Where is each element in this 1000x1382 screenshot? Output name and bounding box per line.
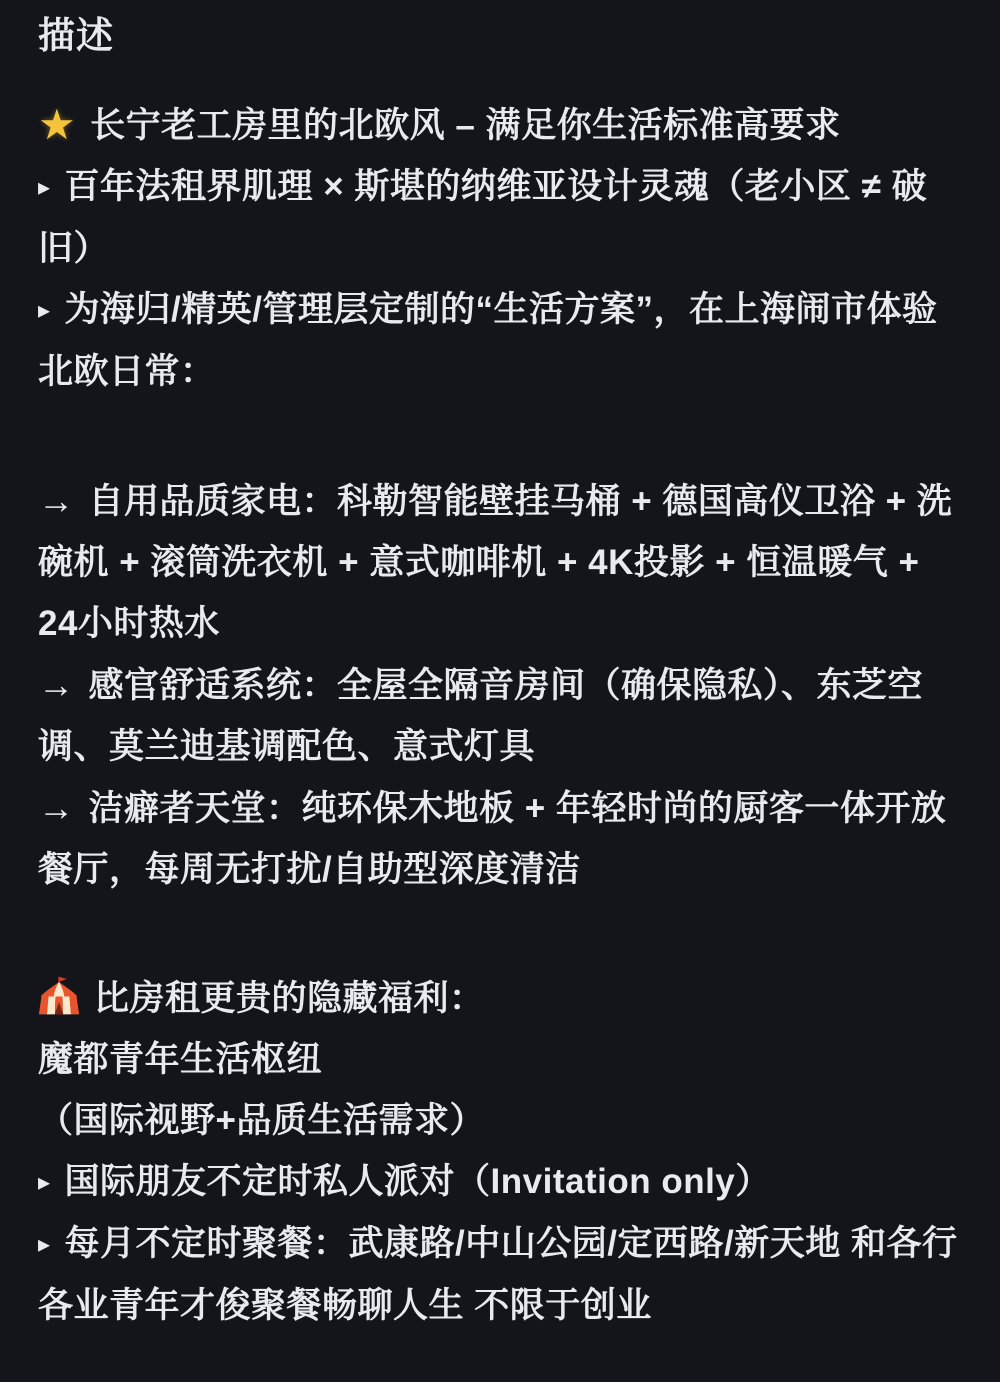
dinner-text: 每月不定时聚餐：武康路/中山公园/定西路/新天地 和各行各业青年才俊聚餐畅聊人生 不限于创业 bbox=[38, 1224, 958, 1326]
triangle-bullet-icon: ▸ bbox=[38, 297, 51, 325]
triangle-bullet-icon: ▸ bbox=[38, 1231, 51, 1259]
clean-paragraph bbox=[38, 777, 962, 900]
appliances-text: 自用品质家电：科勒智能壁挂马桶 + 德国高仪卫浴 + 洗碗机 + 滚筒洗衣机 + 意式咖啡机 + 4K投影 + 恒温暖气 + 24小时热水 bbox=[38, 482, 953, 644]
blank-line bbox=[38, 900, 962, 968]
description-body bbox=[38, 94, 962, 1336]
benefits-line2-paragraph bbox=[38, 1090, 962, 1151]
benefits-heading-text: 比房租更贵的隐藏福利： bbox=[94, 979, 485, 1019]
triangle-bullet-icon: ▸ bbox=[38, 1169, 51, 1197]
benefits-line1-paragraph bbox=[38, 1029, 962, 1090]
audience-paragraph bbox=[38, 279, 962, 402]
dinner-paragraph bbox=[38, 1213, 962, 1336]
arrow-bullet-icon: → bbox=[38, 664, 75, 706]
blank-line bbox=[38, 402, 962, 470]
page-title: 描述 bbox=[38, 15, 114, 56]
circus-tent-icon bbox=[38, 975, 80, 1017]
benefits-heading-paragraph bbox=[38, 968, 962, 1029]
audience-text: 为海归/精英/管理层定制的“生活方案”，在上海闹市体验北欧日常： bbox=[38, 290, 938, 392]
glowing-star-icon: ★ bbox=[38, 101, 77, 149]
triangle-bullet-icon: ▸ bbox=[38, 174, 51, 202]
clean-text: 洁癖者天堂：纯环保木地板 + 年轻时尚的厨客一体开放餐厅，每周无打扰/自助型深度清洁 bbox=[38, 789, 947, 890]
headline-paragraph bbox=[38, 94, 962, 156]
comfort-paragraph bbox=[38, 654, 962, 777]
headline-text: 长宁老工房里的北欧风 – 满足你生活标准高要求 bbox=[90, 106, 841, 146]
benefits-line1-text: 魔都青年生活枢纽 bbox=[38, 1040, 323, 1080]
comfort-text: 感官舒适系统：全屋全隔音房间（确保隐私）、东芝空调、莫兰迪基调配色、意式灯具 bbox=[38, 666, 924, 767]
heritage-paragraph bbox=[38, 156, 962, 279]
appliances-paragraph bbox=[38, 470, 962, 654]
heritage-text: 百年法租界肌理 × 斯堪的纳维亚设计灵魂（老小区 ≠ 破旧） bbox=[38, 167, 928, 269]
party-text: 国际朋友不定时私人派对（Invitation only） bbox=[64, 1162, 771, 1202]
arrow-bullet-icon: → bbox=[38, 787, 75, 829]
party-paragraph bbox=[38, 1151, 962, 1213]
benefits-line2-text: （国际视野+品质生活需求） bbox=[38, 1101, 485, 1141]
arrow-bullet-icon: → bbox=[38, 480, 75, 522]
